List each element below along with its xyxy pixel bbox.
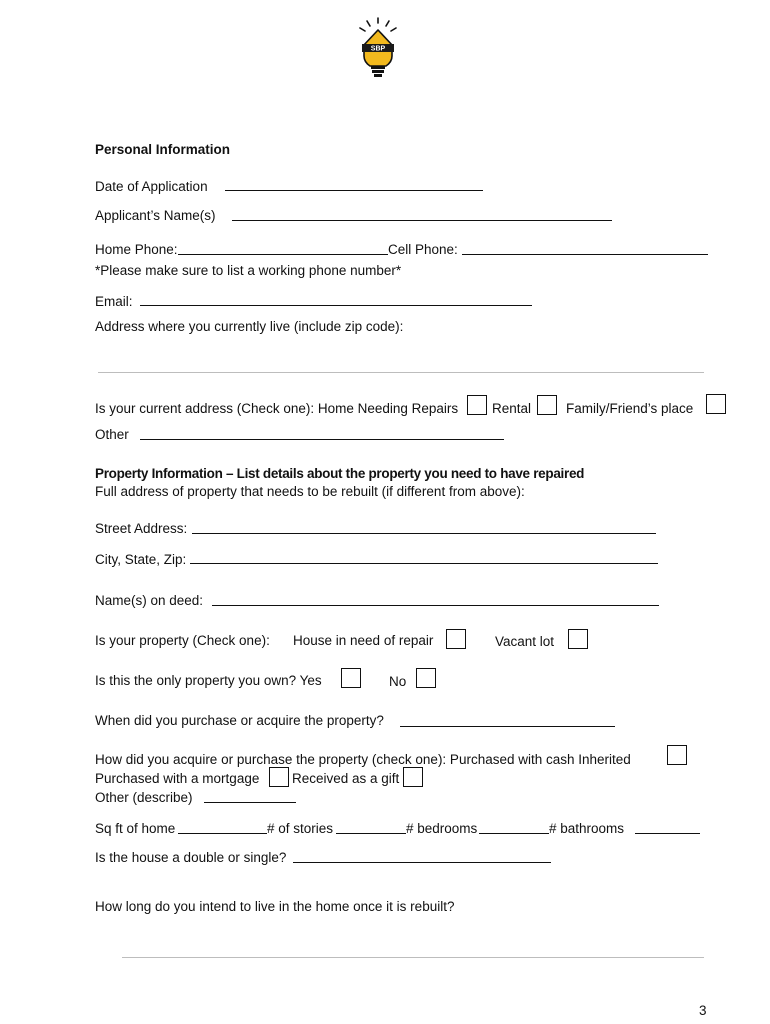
- only-property-no-label: No: [389, 674, 407, 689]
- purchase-date-question: When did you purchase or acquire the property?: [95, 713, 384, 728]
- other-describe-label: Other (describe): [95, 790, 193, 805]
- acquire-question: How did you acquire or purchase the property (check one): Purchased with cash Inherited: [95, 752, 631, 767]
- property-type-question: Is your property (Check one):: [95, 633, 270, 648]
- date-of-application-field[interactable]: [225, 190, 483, 191]
- purchased-mortgage-checkbox[interactable]: [269, 767, 289, 787]
- names-on-deed-label: Name(s) on deed:: [95, 593, 204, 608]
- only-property-no-checkbox[interactable]: [416, 668, 436, 688]
- home-phone-label: Home Phone:: [95, 242, 178, 257]
- sqft-label: Sq ft of home: [95, 821, 176, 836]
- lightbulb-house-logo-icon: [356, 16, 400, 80]
- double-single-field[interactable]: [293, 862, 551, 863]
- only-property-yes-checkbox[interactable]: [341, 668, 361, 688]
- email-label: Email:: [95, 294, 133, 309]
- current-address-field[interactable]: [98, 372, 704, 373]
- family-friend-checkbox[interactable]: [706, 394, 726, 414]
- bathrooms-label: # bathrooms: [549, 821, 625, 836]
- only-property-question: Is this the only property you own? Yes: [95, 673, 322, 688]
- vacant-lot-label: Vacant lot: [495, 634, 555, 649]
- logo-text: SBP: [370, 45, 386, 53]
- intend-answer-field[interactable]: [122, 957, 704, 958]
- stories-label: # of stories: [267, 821, 334, 836]
- received-gift-checkbox[interactable]: [403, 767, 423, 787]
- current-address-question: Is your current address (Check one): Home Needing Repairs: [95, 401, 459, 416]
- cell-phone-label: Cell Phone:: [388, 242, 458, 257]
- intend-question: How long do you intend to live in the home once it is rebuilt?: [95, 899, 455, 914]
- city-state-zip-label: City, State, Zip:: [95, 552, 187, 567]
- inherited-checkbox[interactable]: [667, 745, 687, 765]
- applicant-name-field[interactable]: [232, 220, 612, 221]
- received-gift-label: Received as a gift: [292, 771, 400, 786]
- sqft-field[interactable]: [178, 833, 267, 834]
- city-state-zip-field[interactable]: [190, 563, 658, 564]
- bedrooms-field[interactable]: [479, 833, 549, 834]
- other-label: Other: [95, 427, 129, 442]
- date-of-application-label: Date of Application: [95, 179, 208, 194]
- street-address-label: Street Address:: [95, 521, 188, 536]
- page-number: 3: [699, 1003, 707, 1018]
- street-address-field[interactable]: [192, 533, 656, 534]
- home-phone-field[interactable]: [178, 254, 388, 255]
- home-needing-repairs-checkbox[interactable]: [467, 395, 487, 415]
- phone-note: *Please make sure to list a working phone number*: [95, 263, 402, 278]
- stories-field[interactable]: [336, 833, 406, 834]
- purchased-mortgage-label: Purchased with a mortgage: [95, 771, 260, 786]
- house-in-need-checkbox[interactable]: [446, 629, 466, 649]
- family-friend-label: Family/Friend’s place: [566, 401, 694, 416]
- email-field[interactable]: [140, 305, 532, 306]
- purchase-date-field[interactable]: [400, 726, 615, 727]
- property-address-subtitle: Full address of property that needs to be rebuilt (if different from above):: [95, 484, 525, 499]
- rental-label: Rental: [492, 401, 532, 416]
- current-address-label: Address where you currently live (include zip code):: [95, 319, 404, 334]
- property-info-heading: Property Information – List details about the property you need to have repaired: [95, 466, 585, 481]
- rental-checkbox[interactable]: [537, 395, 557, 415]
- house-in-need-label: House in need of repair: [293, 633, 434, 648]
- other-field[interactable]: [140, 439, 504, 440]
- double-single-question: Is the house a double or single?: [95, 850, 287, 865]
- applicant-name-label: Applicant’s Name(s): [95, 208, 216, 223]
- cell-phone-field[interactable]: [462, 254, 708, 255]
- personal-info-heading: Personal Information: [95, 142, 231, 157]
- bathrooms-field[interactable]: [635, 833, 700, 834]
- names-on-deed-field[interactable]: [212, 605, 659, 606]
- vacant-lot-checkbox[interactable]: [568, 629, 588, 649]
- other-describe-field[interactable]: [204, 802, 296, 803]
- bedrooms-label: # bedrooms: [406, 821, 478, 836]
